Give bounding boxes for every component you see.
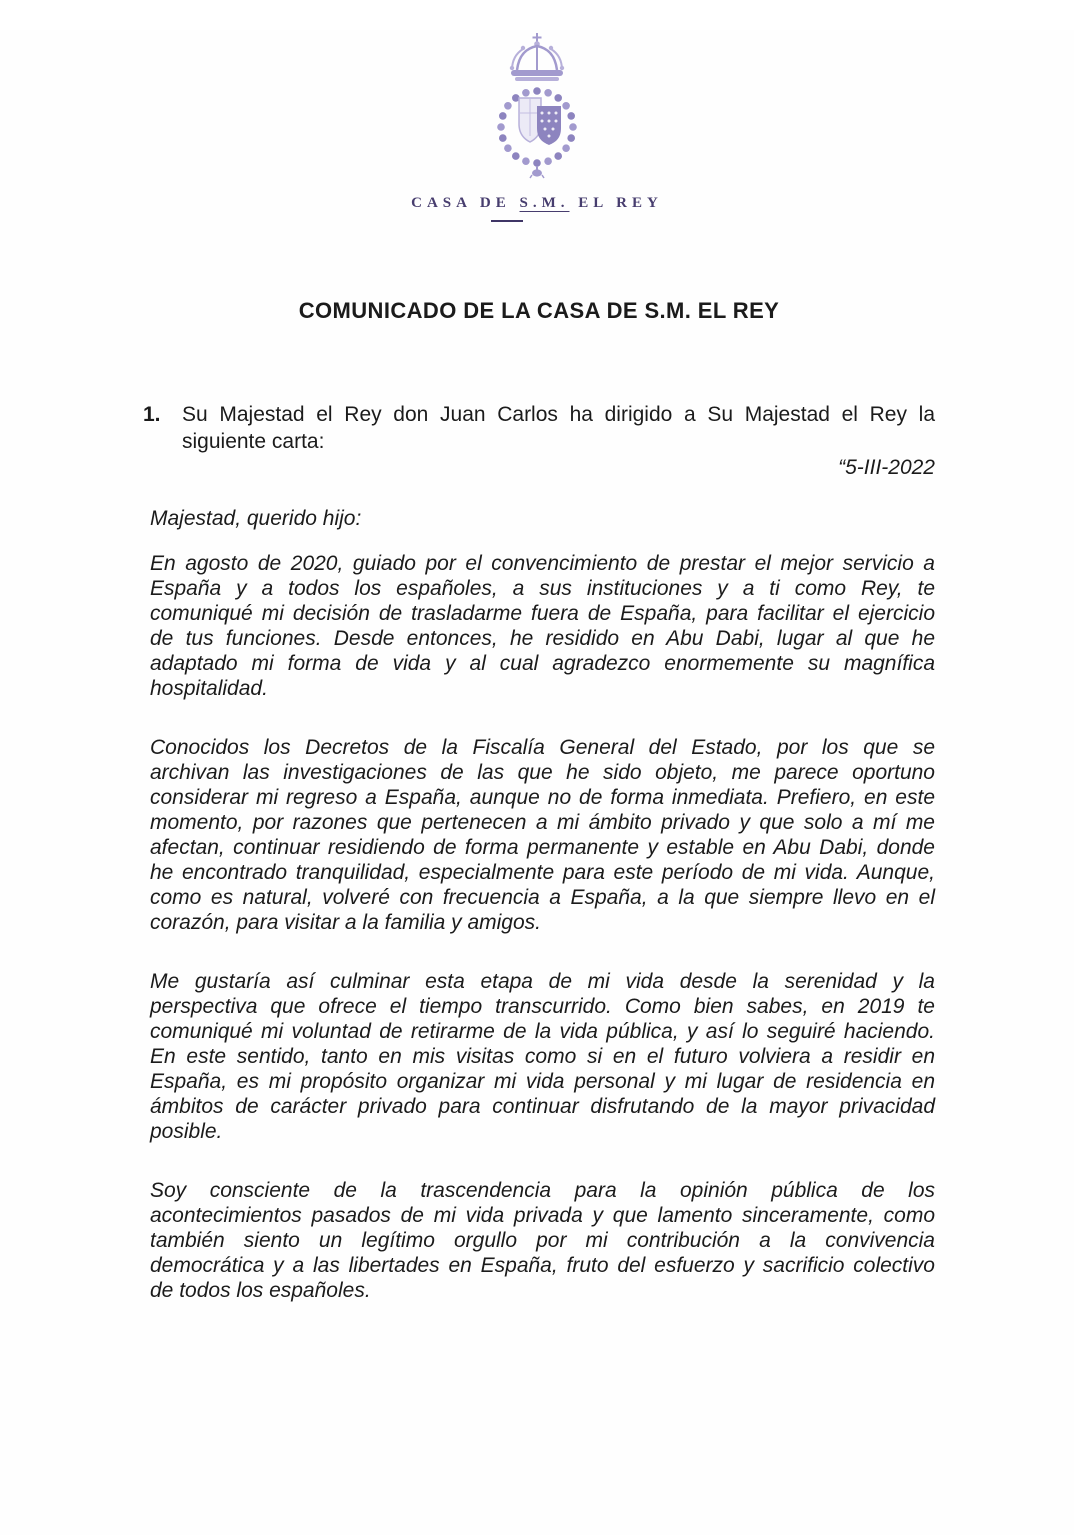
org-divider <box>491 220 523 222</box>
letter-line: Me gustaría así culminar esta etapa de mi vida desde la serenidad y la <box>150 970 935 993</box>
letter-body <box>143 455 935 1303</box>
letter-line: de todos los españoles. <box>150 1279 371 1302</box>
document-content <box>0 298 1074 1303</box>
item-line: Su Majestad el Rey don Juan Carlos ha dirigido a Su Majestad el Rey la <box>182 403 935 426</box>
document-title: COMUNICADO DE LA CASA DE S.M. EL REY <box>298 298 780 323</box>
org-name-pre: CASA DE <box>411 195 511 211</box>
item-line: siguiente carta: <box>182 430 325 453</box>
letter-line: democrática y a las libertades en España, fruto del esfuerzo y sacrificio colectivo <box>150 1254 935 1277</box>
letter-line: Conocidos los Decretos de la Fiscalía General del Estado, por los que se <box>150 736 935 759</box>
letter-line: hospitalidad. <box>150 677 268 700</box>
letter-line: En este sentido, tanto en mis visitas como si en el futuro volviera a residir en <box>150 1045 935 1068</box>
letter-line: perspectiva que ofrece el tiempo transcurrido. Como bien sabes, en 2019 te <box>150 995 935 1018</box>
letter-paragraph <box>150 735 935 935</box>
letter-line: considerar mi regreso a España, aunque no de forma inmediata. Prefiero, en este <box>150 786 935 809</box>
letter-line: adaptado mi forma de vida y al cual agradezco enormemente su magnífica <box>150 652 935 675</box>
letter-line: he encontrado tranquilidad, especialmente para este período de mi vida. Aunque, <box>150 861 935 884</box>
item-text <box>182 401 935 455</box>
item-number: 1. <box>143 403 161 426</box>
royal-crest-icon <box>479 30 595 180</box>
letter-line: momento, por razones que pertenecen a mi ámbito privado y que solo a mí me <box>150 811 935 834</box>
letter-line: En agosto de 2020, guiado por el convencimiento de prestar el mejor servicio a <box>150 552 935 575</box>
letter-line: también siento un legítimo orgullo por mi contribución a la convivencia <box>150 1229 935 1252</box>
letter-paragraph <box>150 969 935 1144</box>
letter-salutation: Majestad, querido hijo: <box>150 507 362 530</box>
document-page <box>0 30 1074 1535</box>
communique-item-1 <box>143 401 935 455</box>
letter-line: comuniqué mi decisión de trasladarme fuera de España, para facilitar el ejercicio <box>150 602 935 625</box>
letter-line: como es natural, volveré con frecuencia a España, a la que siempre llevo en el <box>150 886 935 909</box>
letter-line: posible. <box>150 1120 223 1143</box>
letter-line: afectan, continuar residiendo de forma permanente y estable en Abu Dabi, donde <box>150 836 935 859</box>
letter-line: acontecimientos pasados de mi vida privada y que lamento sinceramente, como <box>150 1204 935 1227</box>
letter-line: Soy consciente de la trascendencia para la opinión pública de los <box>150 1179 935 1202</box>
letter-line: comuniqué mi voluntad de retirarme de la vida pública, y así lo seguiré haciendo. <box>150 1020 935 1043</box>
letter-paragraph <box>150 551 935 701</box>
letter-line: corazón, para visitar a la familia y amigos. <box>150 911 541 934</box>
org-name-post: EL REY <box>578 195 663 211</box>
org-name <box>0 195 1074 212</box>
letter-line: archivan las investigaciones de las que he sido objeto, me parece oportuno <box>150 761 935 784</box>
letter-line: España, es mi propósito organizar mi vida personal y mi lugar de residencia en <box>150 1070 935 1093</box>
letter-line: ámbitos de carácter privado para continuar disfrutando de la mayor privacidad <box>150 1095 935 1118</box>
org-name-underlined: S.M. <box>519 195 570 211</box>
letter-date: “5-III-2022 <box>838 456 935 479</box>
letter-line: de tus funciones. Desde entonces, he residido en Abu Dabi, lugar al que he <box>150 627 935 650</box>
letter-line: España y a todos los españoles, a sus instituciones y a ti como Rey, te <box>150 577 935 600</box>
letter-paragraph <box>150 1178 935 1303</box>
